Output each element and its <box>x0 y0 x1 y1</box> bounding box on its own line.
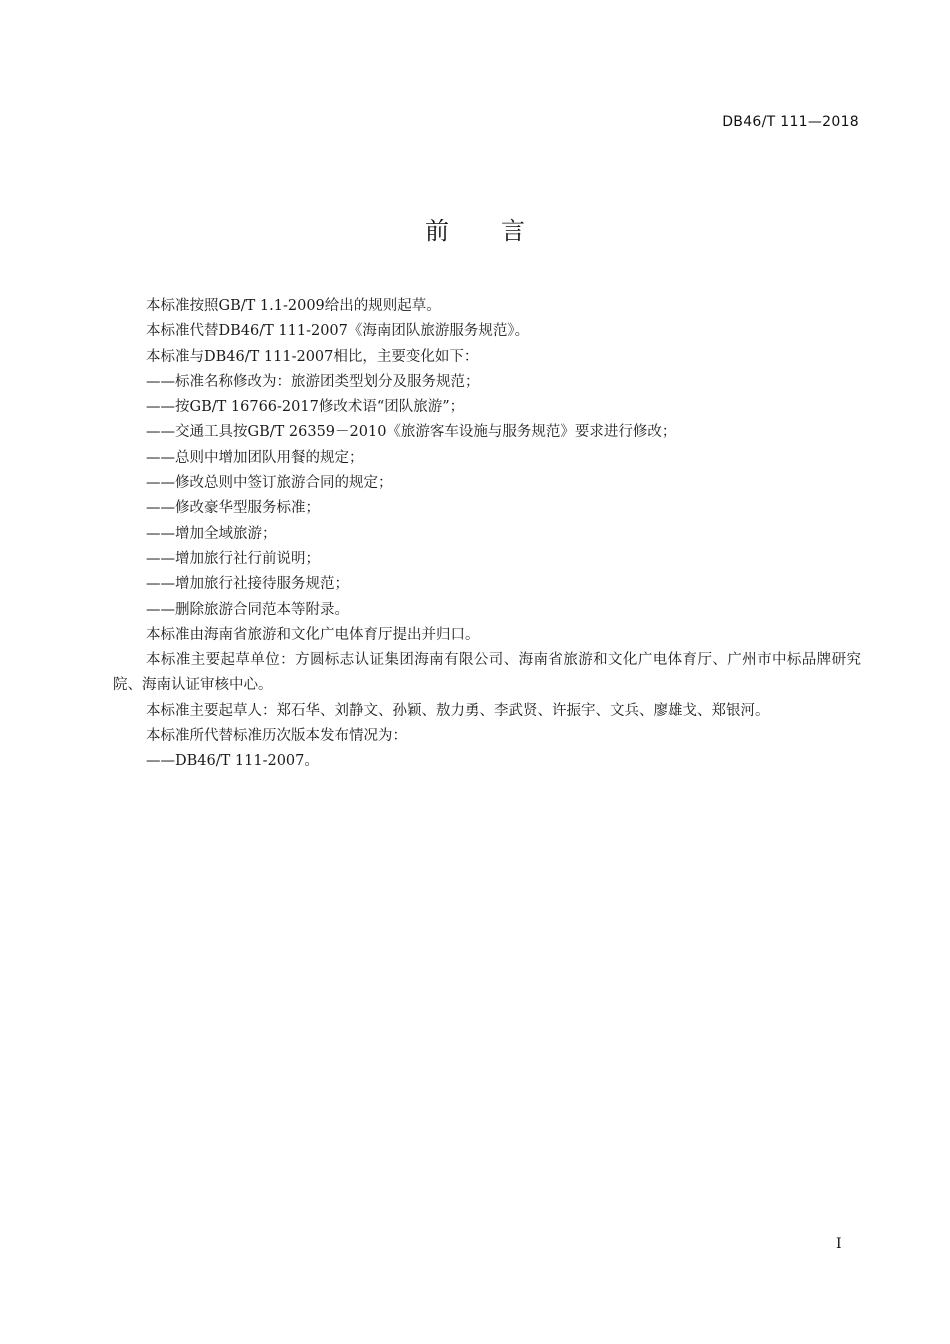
title-char-2: 言 <box>501 217 525 245</box>
change-item: ——删除旅游合同范本等附录。 <box>146 601 349 618</box>
paragraph: 本标准按照GB/T 1.1-2009给出的规则起草。 <box>146 298 441 314</box>
change-item: ——交通工具按GB/T 26359－2010《旅游客车设施与服务规范》要求进行修改； <box>146 424 677 441</box>
change-item: ——增加旅行社接待服务规范； <box>146 576 349 593</box>
change-item: ——增加旅行社行前说明； <box>146 550 320 567</box>
paragraph: ——DB46/T 111-2007。 <box>146 753 319 770</box>
change-item: ——标准名称修改为：旅游团类型划分及服务规范； <box>146 373 480 390</box>
standard-code: DB46/T 111—2018 <box>722 114 859 130</box>
change-item: ——总则中增加团队用餐的规定； <box>146 449 364 466</box>
paragraph: 本标准与DB46/T 111-2007相比，主要变化如下： <box>146 348 479 365</box>
change-item: ——按GB/T 16766-2017修改术语“团队旅游”； <box>146 399 465 416</box>
change-item: ——修改豪华型服务标准； <box>146 500 320 517</box>
paragraph: 本标准代替DB46/T 111-2007《海南团队旅游服务规范》。 <box>146 323 530 340</box>
change-item: ——增加全域旅游； <box>146 525 277 542</box>
foreword-body <box>113 294 861 775</box>
paragraph: 本标准由海南省旅游和文化广电体育厅提出并归口。 <box>146 626 480 643</box>
paragraph: 本标准主要起草人：郑石华、刘静文、孙颖、敖力勇、李武贤、许振宇、文兵、廖雄戈、郑银河。 <box>146 702 770 719</box>
change-item: ——修改总则中签订旅游合同的规定； <box>146 475 393 492</box>
paragraph: 本标准主要起草单位：方圆标志认证集团海南有限公司、海南省旅游和文化广电体育厅、广州市中标品牌研究院、海南认证审核中心。 <box>113 652 861 694</box>
page-title <box>0 211 950 246</box>
page-number: I <box>836 1236 842 1252</box>
title-char-1: 前 <box>425 217 449 245</box>
paragraph: 本标准所代替标准历次版本发布情况为： <box>146 728 407 745</box>
